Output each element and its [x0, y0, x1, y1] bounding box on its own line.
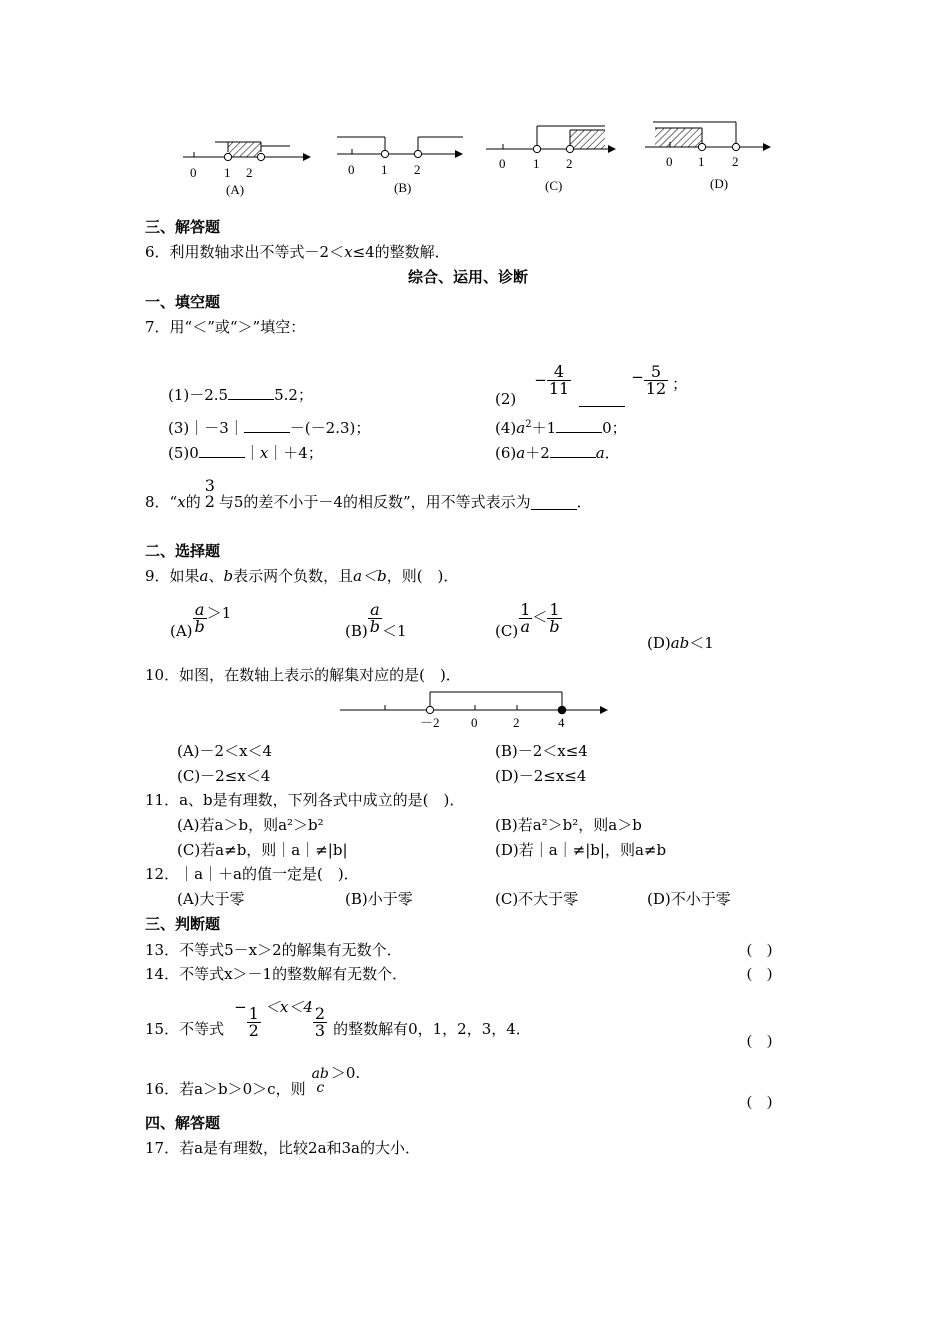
tick-label: 2	[566, 156, 573, 171]
judge-bracket[interactable]: ( )	[747, 1033, 772, 1049]
tick-label: 2	[414, 162, 421, 177]
number-line-c	[486, 126, 616, 153]
tick-label: 0	[499, 156, 506, 171]
q9-option-b[interactable]: (B) a b ＜1	[345, 600, 407, 640]
answer-blank[interactable]	[228, 387, 274, 400]
answer-blank[interactable]	[244, 420, 290, 433]
question-16: 16．若a＞b＞0＞c，则 ab c ＞0.	[145, 1064, 361, 1098]
q10-option-c[interactable]: (C)－2≤x＜4	[177, 767, 271, 785]
tick-label: 0	[348, 162, 355, 177]
tick-label: 4	[558, 715, 565, 730]
answer-blank[interactable]	[531, 497, 577, 510]
tick-label: 1	[381, 162, 388, 177]
q5-figure	[0, 0, 950, 210]
option-label-d: (D)	[710, 176, 729, 191]
question-8: 8．“ x 的 3 2 与5的差不小于－4的相反数”，用不等式表示为 ．	[145, 476, 592, 511]
q11-option-a[interactable]: (A)若a＞b，则a²＞b²	[177, 816, 324, 834]
section-heading: 四、解答题	[145, 1114, 221, 1132]
q9-option-c[interactable]: (C) 1 a ＜ 1 b	[495, 600, 560, 640]
answer-blank[interactable]	[199, 445, 245, 458]
tick-label: －2	[420, 715, 440, 730]
q11-option-b[interactable]: (B)若a²＞b²，则a＞b	[495, 816, 642, 834]
q12-option-a[interactable]: (A)大于零	[177, 890, 245, 908]
judge-bracket[interactable]: ( )	[747, 942, 772, 958]
q7-item-1: (1)－2.5 5.2；	[168, 386, 313, 404]
q7-item-2: (2) − $\frac{4}{11}$ − $\frac{5}{12}$ ；	[495, 362, 688, 408]
tick-label: 1	[224, 165, 231, 180]
question-7-stem: 7．用“＜”或“＞”填空：	[145, 318, 306, 336]
q9-option-d[interactable]: (D)ab＜1	[647, 634, 714, 652]
q7-item-4: $(4)a^2+1$ 0；	[495, 419, 627, 437]
q7-item-3: (3)｜－3｜ －(－2.3)；	[168, 419, 371, 437]
question-10-stem: 10．如图，在数轴上表示的解集对应的是( )．	[145, 666, 461, 684]
question-6: 6．利用数轴求出不等式－2＜x≤4的整数解．	[145, 243, 450, 261]
q10-option-a[interactable]: (A)－2＜x＜4	[177, 742, 273, 760]
tick-label: 0	[190, 165, 197, 180]
part-title: 综合、运用、诊断	[408, 268, 529, 286]
judge-bracket[interactable]: ( )	[747, 1094, 772, 1110]
question-12-stem: 12．｜a｜＋a的值一定是( )．	[145, 865, 359, 883]
judge-bracket[interactable]: ( )	[747, 966, 772, 982]
q11-option-c[interactable]: (C)若a≠b，则｜a｜≠|b|	[177, 841, 348, 859]
tick-label: 0	[471, 715, 478, 730]
number-line-a	[183, 142, 311, 161]
section-heading: 三、判断题	[145, 915, 221, 933]
answer-blank[interactable]	[556, 420, 602, 433]
answer-blank[interactable]	[579, 394, 625, 407]
question-15: 15．不等式 − $\frac{1}{2}$ ＜x＜4 2 3 的整数解有0，1，2，3，4．	[145, 998, 531, 1040]
q7-item-6: (6)a＋2 a．	[495, 444, 620, 462]
tick-label: 2	[246, 165, 253, 180]
q12-option-d[interactable]: (D)不小于零	[647, 890, 731, 908]
q10-option-b[interactable]: (B)－2＜x≤4	[495, 742, 588, 760]
answer-blank[interactable]	[550, 445, 596, 458]
tick-label: 2	[513, 715, 520, 730]
q9-option-a[interactable]: (A) a b ＞1	[170, 600, 232, 640]
number-line-b	[337, 137, 463, 158]
tick-label: 1	[698, 154, 705, 169]
section-heading: 一、填空题	[145, 293, 221, 311]
tick-label: 2	[732, 154, 739, 169]
q7-item-5: (5)0 ｜x｜＋4；	[168, 444, 323, 462]
q11-option-d[interactable]: (D)若｜a｜≠|b|，则a≠b	[495, 841, 667, 859]
question-14: 14．不等式x＞－1的整数解有无数个．	[145, 965, 408, 983]
section-heading: 三、解答题	[145, 218, 221, 236]
question-17: 17．若a是有理数，比较2a和3a的大小．	[145, 1139, 421, 1157]
option-label-c: (C)	[545, 178, 563, 193]
section-heading: 二、选择题	[145, 542, 221, 560]
option-label-b: (B)	[394, 180, 412, 195]
q10-option-d[interactable]: (D)－2≤x≤4	[495, 767, 587, 785]
q12-option-b[interactable]: (B)小于零	[345, 890, 413, 908]
number-line-d	[645, 122, 771, 151]
question-13: 13．不等式5－x＞2的解集有无数个．	[145, 941, 402, 959]
tick-label: 1	[533, 156, 540, 171]
question-9-stem: 9．如果a、b表示两个负数，且a＜b，则( )．	[145, 567, 459, 585]
question-11-stem: 11．a、b是有理数，下列各式中成立的是( )．	[145, 791, 465, 809]
q12-option-c[interactable]: (C)不大于零	[495, 890, 579, 908]
tick-label: 0	[666, 154, 673, 169]
option-label-a: (A)	[226, 182, 245, 197]
